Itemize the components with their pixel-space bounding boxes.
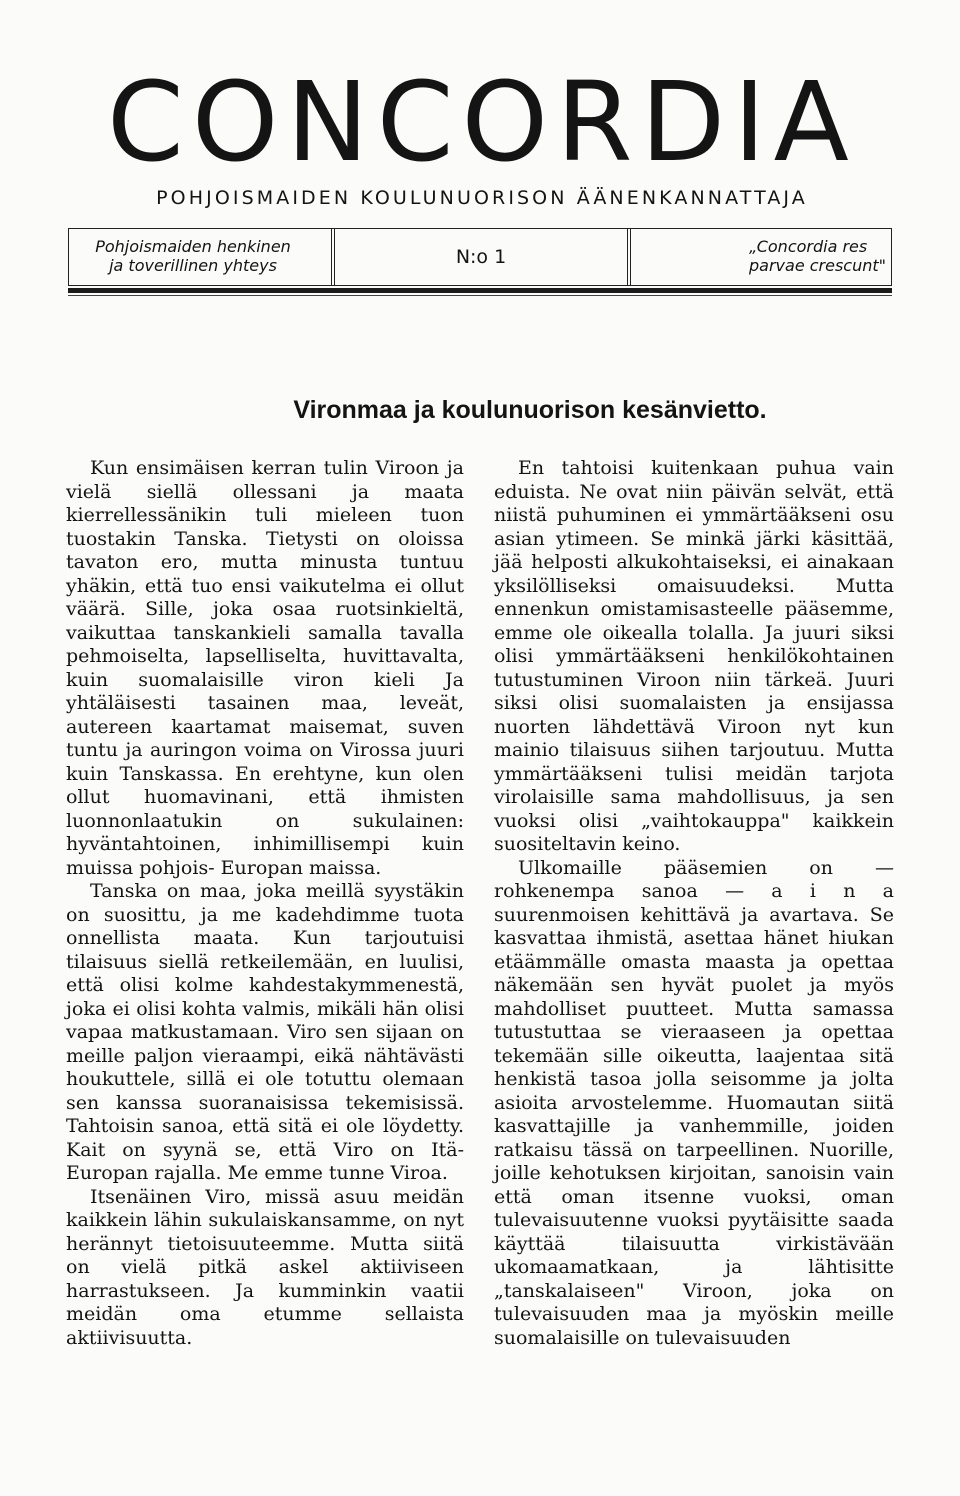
masthead-rule-thin [68,295,892,296]
motto-right [631,229,893,285]
motto-right-line2: parvae crescunt" [749,256,887,275]
masthead-info-box [68,228,892,286]
paragraph: En tahtoisi kuitenkaan puhua vain eduista. Ne ovat niin päivän selvät, että niistä puhuminen ei ymmärtääkseni osu asian ytimeen. Se minkä järki käsittää, jää helposti alkukohtaiseksi, ei ainakaan yksilölliseksi omaisuudeksi. Mutta ennenkun omistamisasteelle pääsemme, emme ole oikealla tolalla. Ja juuri siksi olisi ymmärtääkseni henkilökohtainen tutustuminen Viroon niin tärkeä. Juuri siksi olisi suomalaisten ja ensijassa nuorten lähdettävä Viroon nyt kun mainio tilaisuus siihen tarjoutuu. Mutta ymmärtääkseni tulisi meidän tarjota virolaisille sama mahdollisuus, ja sen vuoksi olisi „vaihtokauppa" kaikkein suositeltavin keino. [494,457,894,855]
article-title: Vironmaa ja koulunuorison kesänvietto. [293,396,767,424]
motto-left-line1: Pohjoismaiden henkinen [95,237,291,256]
article-column-right [494,457,894,1350]
masthead-subtitle: POHJOISMAIDEN KOULUNUORISON ÄÄNENKANNATTAJA [156,187,808,209]
masthead-rule-thick [68,288,892,293]
motto-left [69,229,331,285]
motto-right-line1: „Concordia res [749,237,868,256]
paragraph: Tanska on maa, joka meillä syystäkin on suosittu, ja me kadehdimme tuota onnellista maata. Kun tarjoutuisi tilaisuus siellä retkeilemään, en luulisi, että olisi kolme kahdestakymmenestä, joka ei olisi kohta valmis, mikäli hän olisi vapaa matkustamaan. Viro sen sijaan on meille paljon vieraampi, eikä nähtävästi houkuttele, sillä ei ole totuttu olemaan sen kanssa suoranaisissa tekemisissä. Tahtoisin sanoa, että sitä ei ole löydetty. Kait on syynä se, että Viro on Itä-Europan rajalla. Me emme tunne Viroa. [66,880,464,1184]
paragraph: Kun ensimäisen kerran tulin Viroon ja vielä siellä ollessani ja maata kierrellessänikin tuli mieleen tuon tuostakin Tanska. Tietysti on oloissa tavaton ero, mutta minusta tuntuu yhäkin, että tuo ensi vaikutelma ei ollut väärä. Sille, joka osaa ruotsinkieltä, vaikuttaa tanskankieli samalla tavalla pehmoiselta, lapselliselta, huvittavalta, kuin suomalaisille viron kieli Ja yhtäläisesti tasainen maa, leveät, autereen kaartamat maisemat, suven tuntu ja auringon voima on Virossa juuri kuin Tanskassa. En erehtyne, kun olen ollut huomavinani, että ihmisten luonnonlaatukin on sukulainen: hyväntahtoinen, inhimillisempi kuin muissa pohjois- Europan maissa. [66,457,464,879]
article-column-left [66,457,464,1350]
paragraph: Itsenäinen Viro, missä asuu meidän kaikkein lähin sukulaiskansamme, on nyt herännyt tietoisuuteemme. Mutta siitä on vielä pitkä askel aktiiviseen harrastukseen. Ja kumminkin vaatii meidän oma etumme sellaista aktiivisuutta. [66,1185,464,1349]
paragraph: Ulkomaille pääsemien on — rohkenempa sanoa — a i n a suurenmoisen kehittävä ja avartava. Se kasvattaa ihmistä, asettaa hänet hiukan etäämmälle omasta maasta ja opettaa näkemään sen hyvät puolet ja myös mahdolliset puutteet. Mutta samassa tutustuttaa se vieraaseen ja opettaa tekemään sille oikeutta, laajentaa sitä henkistä tasoa jolla seisomme ja jolta asioita arvostelemme. Huomautan siitä kasvattajille ja vanhemmille, joiden ratkaisu tässä on tarpeellinen. Nuorille, joille kehotuksen kirjoitan, sanoisin vain että oman itsenne vuoksi, oman tulevaisuutenne vuoksi pyytäisitte saada käyttää tilaisuutta virkistävään ukomaamatkaan, ja lähtisitte „tanskalaiseen" Viroon, joka on tulevaisuuden maa ja myöskin meille suomalaisille on tulevaisuuden [494,856,894,1349]
motto-left-line2: ja toverillinen yhteys [109,256,277,275]
masthead-title: CONCORDIA [107,58,857,186]
issue-number: N:o 1 [331,229,631,285]
